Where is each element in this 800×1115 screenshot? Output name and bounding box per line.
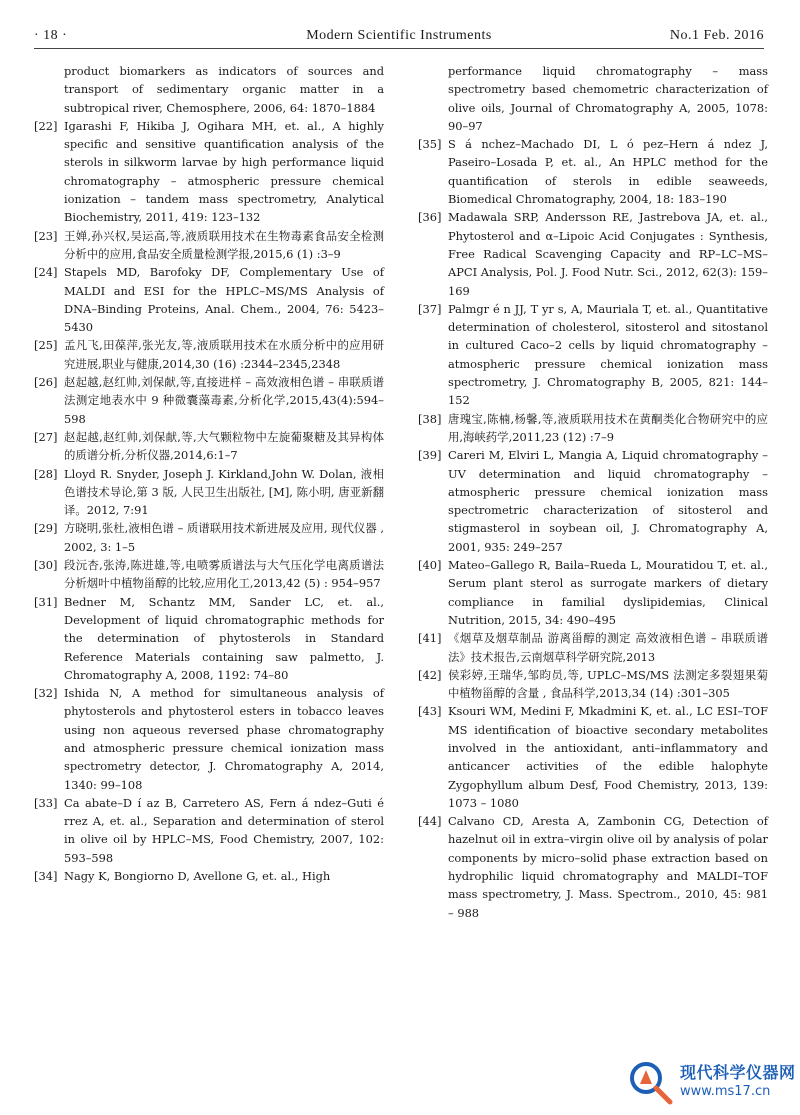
reference-text: 赵起越,赵红帅,刘保献,等,直接进样 – 高效液相色谱 – 串联质谱法测定地表水中 9 种微囊藻毒素,分析化学,2015,43(4):594–598 (64, 375, 384, 426)
reference-number: [40] (418, 558, 442, 573)
reference-text: Bedner M, Schantz MM, Sander LC, et. al., Development of liquid chromatographic methods for the determination of phytosterols in Standard Reference Materials containing saw palmetto, J. Chromatography A, 2008, 1192: 74–80 (64, 594, 384, 682)
reference-number: [23] (34, 228, 58, 243)
reference-text: Ca abate–D í az B, Carretero AS, Fern á ndez–Guti é rrez A, et. al., Separation and determination of sterol in olive oil by HPLC–MS, Food Chemistry, 2007, 102: 593–598 (64, 795, 384, 865)
reference-text: 段沅杏,张涛,陈进雄,等,电喷雾质谱法与大气压化学电离质谱法分析烟叶中植物甾醇的比较,应用化工,2013,42 (5) : 954–957 (64, 558, 384, 591)
reference-number: [32] (34, 686, 58, 701)
reference-text: Nagy K, Bongiorno D, Avellone G, et. al., High (64, 869, 331, 884)
journal-title: Modern Scientific Instruments (306, 28, 492, 43)
reference-number: [42] (418, 667, 442, 682)
reference-text: 王婵,孙兴权,吴运高,等,液质联用技术在生物毒素食品安全检测分析中的应用,食品安全质量检测学报,2015,6 (1) :3–9 (64, 228, 384, 261)
reference-entry (34, 684, 384, 794)
reference-entry (418, 300, 768, 410)
reference-entry (34, 62, 384, 117)
reference-number: [27] (34, 429, 58, 444)
references-left-column (34, 62, 384, 885)
reference-number: [36] (418, 210, 442, 225)
reference-entry (34, 117, 384, 227)
reference-number: [28] (34, 466, 58, 481)
reference-entry (34, 794, 384, 867)
reference-number: [39] (418, 448, 442, 463)
reference-number: [24] (34, 265, 58, 280)
reference-entry (34, 336, 384, 373)
reference-number: [25] (34, 338, 58, 353)
reference-text: S á nchez–Machado DI, L ó pez–Hern á ndez J, Paseiro–Losada P, et. al., An HPLC method for the quantification of sterols in edible seaweeds, Biomedical Chromatography, 2004, 18: 183–190 (448, 137, 768, 207)
reference-number: [37] (418, 301, 442, 316)
reference-number: [29] (34, 521, 58, 536)
reference-text: Madawala SRP, Andersson RE, Jastrebova JA, et. al., Phytosterol and α–Lipoic Acid Conjugates : Synthesis, Free Radical Scavenging Capacity and RP–LC–MS–APCI Analysis, Pol. J. Food Nutr. Sci., 2012, 62(3): 159–169 (448, 210, 768, 298)
reference-entry (34, 227, 384, 264)
reference-text: Mateo–Gallego R, Baila–Rueda L, Mouratidou T, et. al., Serum plant sterol as surrogate markers of dietary compliance in familial dyslipidemias, Clinical Nutrition, 2015, 34: 490–495 (448, 558, 768, 627)
issue-info: No.1 Feb. 2016 (669, 28, 764, 43)
reference-number: [26] (34, 375, 58, 390)
reference-number: [33] (34, 795, 58, 810)
reference-entry (418, 135, 768, 208)
reference-text: 《烟草及烟草制品 游离甾醇的测定 高效液相色谱 – 串联质谱法》技术报告,云南烟草科学研究院,2013 (448, 631, 768, 664)
reference-number: [41] (418, 631, 442, 646)
reference-text: performance liquid chromatography – mass spectrometry based chemometric characterization of olive oils, Journal of Chromatography A, 2005, 1078: 90–97 (448, 64, 768, 133)
reference-entry (418, 629, 768, 666)
reference-text: Careri M, Elviri L, Mangia A, Liquid chromatography –UV determination and liquid chromatography – atmospheric pressure chemical ionization mass spectrometric characterization of sitosterol and stigmasterol in soybean oil, J. Chromatography A, 2001, 935: 249–257 (448, 448, 768, 554)
reference-text: 孟凡飞,田葆萍,张光友,等,液质联用技术在水质分析中的应用研究进展,职业与健康,2014,30 (16) :2344–2345,2348 (64, 338, 384, 371)
reference-entry (418, 62, 768, 135)
reference-entry (34, 593, 384, 684)
reference-entry (34, 867, 384, 885)
reference-entry (418, 446, 768, 556)
reference-text: Palmgr é n JJ, T yr s, A, Mauriala T, et. al., Quantitative determination of cholesterol, sitosterol and sitostanol in cultured Caco–2 cells by liquid chromatography – atmospheric pressure chemical ionization mass spectrometry, J. Chromatography B, 2005, 821: 144–152 (448, 301, 768, 408)
reference-entry (418, 410, 768, 447)
reference-entry (418, 556, 768, 629)
reference-text: 唐瑰宝,陈楠,杨馨,等,液质联用技术在黄酮类化合物研究中的应用,海峡药学,2011,23 (12) :7–9 (448, 411, 768, 444)
reference-entry (34, 373, 384, 428)
reference-text: 方晓明,张杜,液相色谱 – 质谱联用技术新进展及应用, 现代仪器 , 2002, 3: 1–5 (64, 521, 384, 554)
reference-entry (34, 465, 384, 520)
reference-entry (418, 666, 768, 703)
site-url: www.ms17.cn (680, 1084, 771, 1099)
site-name: 现代科学仪器网 (680, 1063, 796, 1082)
reference-text: Ksouri WM, Medini F, Mkadmini K, et. al., LC ESI–TOF MS identification of bioactive secondary metabolites involved in the antioxidant, anti–inflammatory and anticancer activities of the edible halophyte Zygophyllum album Desf, Food Chemistry, 2013, 139: 1073 – 1080 (448, 704, 768, 810)
reference-number: [31] (34, 594, 58, 609)
reference-entry (34, 556, 384, 593)
reference-entry (34, 519, 384, 556)
magnifier-logo-icon (626, 1058, 674, 1106)
reference-number: [34] (34, 869, 58, 884)
reference-number: [22] (34, 118, 58, 133)
reference-text: 侯彩婷,王瑞华,邹昀员,等, UPLC–MS/MS 法测定多裂翅果菊中植物甾醇的含量 , 食品科学,2013,34 (14) :301–305 (448, 667, 768, 701)
reference-number: [38] (418, 411, 442, 426)
reference-text: Calvano CD, Aresta A, Zambonin CG, Detection of hazelnut oil in extra–virgin olive oil by analysis of polar components by micro–solid phase extraction based on hydrophilic liquid chromatography and MALDI–TOF mass spectrometry, J. Mass. Spectrom., 2010, 45: 981 – 988 (448, 814, 768, 920)
reference-entry (418, 702, 768, 812)
references-right-column (418, 62, 768, 922)
reference-entry (418, 812, 768, 922)
running-header (34, 26, 764, 49)
reference-number: [44] (418, 814, 442, 829)
reference-entry (34, 263, 384, 336)
reference-text: Lloyd R. Snyder, Joseph J. Kirkland,John W. Dolan, 液相色谱技术导论,第 3 版, 人民卫生出版社, [M], 陈小明, 唐亚新翻译。2012, 7:91 (64, 466, 384, 518)
reference-text: Ishida N, A method for simultaneous analysis of phytosterols and phytosterol esters in tobacco leaves using non aqueous reversed phase chromatography and atmospheric pressure chemical ionization mass spectrometry detector, J. Chromatography A, 2014, 1340: 99–108 (64, 686, 384, 792)
reference-entry (34, 428, 384, 465)
page-number: · 18 · (34, 28, 68, 43)
reference-text: product biomarkers as indicators of sources and transport of sedimentary organic matter in a subtropical river, Chemosphere, 2006, 64: 1870–1884 (64, 64, 384, 115)
reference-text: Stapels MD, Barofoky DF, Complementary Use of MALDI and ESI for the HPLC–MS/MS Analysis of DNA–Binding Proteins, Anal. Chem., 2004, 76: 5423–5430 (64, 265, 384, 335)
reference-text: 赵起越,赵红帅,刘保献,等,大气颗粒物中左旋葡聚糖及其异构体的质谱分析,分析仪器,2014,6:1–7 (64, 429, 384, 463)
reference-number: [35] (418, 137, 442, 152)
reference-number: [43] (418, 704, 442, 719)
reference-entry (418, 208, 768, 299)
site-watermark-logo (626, 1056, 796, 1110)
reference-text: Igarashi F, Hikiba J, Ogihara MH, et. al., A highly specific and sensitive quantification analysis of the sterols in silkworm larvae by high performance liquid chromatography – atmospheric pressure chemical ionization – tandem mass spectrometry, Analytical Biochemistry, 2011, 419: 123–132 (64, 118, 384, 225)
reference-number: [30] (34, 558, 58, 573)
